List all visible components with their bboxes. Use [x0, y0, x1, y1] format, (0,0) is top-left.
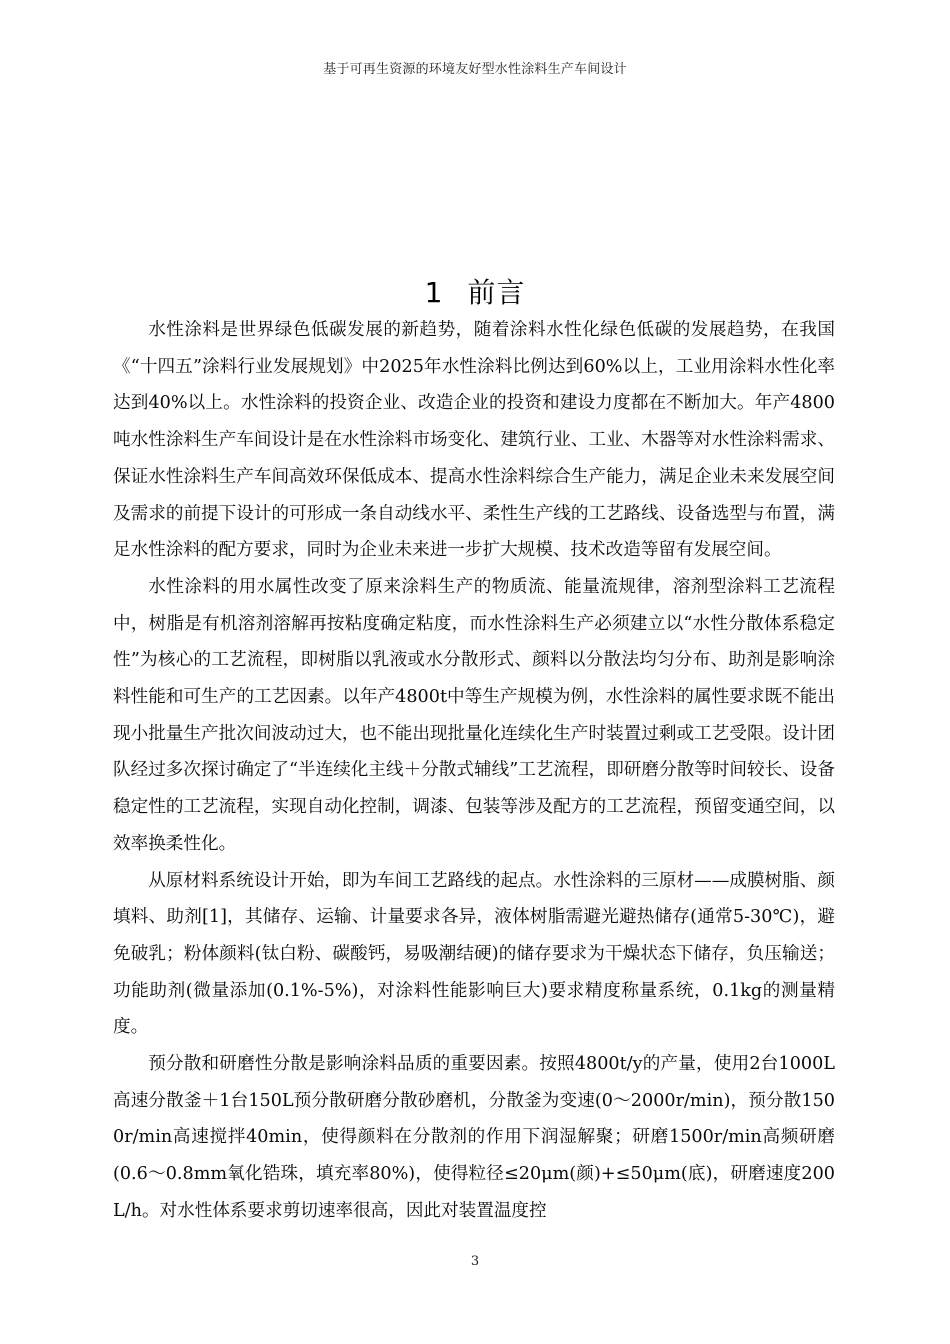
paragraph-1: 水性涂料是世界绿色低碳发展的新趋势，随着涂料水性化绿色低碳的发展趋势，在我国《“十四五”涂料行业发展规划》中2025年水性涂料比例达到60%以上，工业用涂料水性化率达到40%以上。水性涂料的投资企业、改造企业的投资和建设力度都在不断加大。年产4800吨水性涂料生产车间设计是在水性涂料市场变化、建筑行业、工业、木器等对水性涂料需求、保证水性涂料生产车间高效环保低成本、提高水性涂料综合生产能力，满足企业未来发展空间及需求的前提下设计的可形成一条自动线水平、柔性生产线的工艺路线、设备选型与布置，满足水性涂料的配方要求，同时为企业未来进一步扩大规模、技术改造等留有发展空间。	[113, 320, 835, 561]
paragraph-4: 预分散和研磨性分散是影响涂料品质的重要因素。按照4800t/y的产量，使用2台1000L高速分散釜＋1台150L预分散研磨分散砂磨机，分散釜为变速(0～2000r/min)，预分散1500r/min高速搅拌40min，使得颜料在分散剂的作用下润湿解聚；研磨1500r/min高频研磨(0.6～0.8mm氧化锆珠，填充率80%)，使得粒径≤20μm(颜)+≤50μm(底)，研磨速度200L/h。对水性体系要求剪切速率很高，因此对装置温度控	[113, 1054, 835, 1221]
paragraph-3: 从原材料系统设计开始，即为车间工艺路线的起点。水性涂料的三原材——成膜树脂、颜填料、助剂[1]，其储存、运输、计量要求各异，液体树脂需避光避热储存(通常5-30℃)，避免破乳；粉体颜料(钛白粉、碳酸钙，易吸潮结硬)的储存要求为干燥状态下储存，负压输送；功能助剂(微量添加(0.1%-5%)，对涂料性能影响巨大)要求精度称量系统，0.1kg的测量精度。	[113, 870, 835, 1038]
header-divider	[113, 83, 839, 84]
paragraph-2: 水性涂料的用水属性改变了原来涂料生产的物质流、能量流规律，溶剂型涂料工艺流程中，树脂是有机溶剂溶解再按粘度确定粘度，而水性涂料生产必须建立以“水性分散体系稳定性”为核心的工艺流程，即树脂以乳液或水分散形式、颜料以分散法均匀分布、助剂是影响涂料性能和可生产的工艺因素。以年产4800t中等生产规模为例，水性涂料的属性要求既不能出现小批量生产批次间波动过大，也不能出现批量化连续化生产时装置过剩或工艺受限。设计团队经过多次探讨确定了“半连续化主线＋分散式辅线”工艺流程，即研磨分散等时间较长、设备稳定性的工艺流程，实现自动化控制，调漆、包装等涉及配方的工艺流程，预留变通空间，以效率换柔性化。	[113, 576, 835, 854]
chapter-title	[0, 271, 950, 311]
running-header: 基于可再生资源的环境友好型水性涂料生产车间设计	[323, 62, 627, 77]
chapter-title-text: 前言	[467, 275, 526, 309]
body-text	[113, 312, 835, 1230]
page-number: 3	[470, 1254, 480, 1269]
chapter-number: 1	[424, 275, 444, 309]
